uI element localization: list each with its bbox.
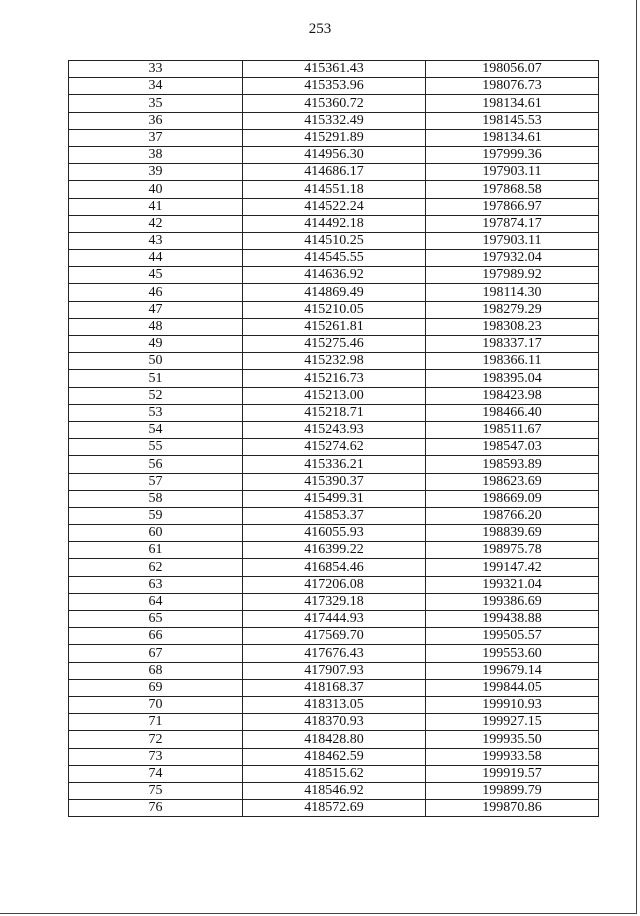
y-coordinate-cell: 199935.50 bbox=[426, 731, 599, 748]
table-row bbox=[69, 198, 599, 215]
x-coordinate-cell: 417444.93 bbox=[243, 611, 426, 628]
y-coordinate-cell: 198839.69 bbox=[426, 525, 599, 542]
y-coordinate-cell: 198511.67 bbox=[426, 421, 599, 438]
y-coordinate-cell: 198114.30 bbox=[426, 284, 599, 301]
table-row bbox=[69, 507, 599, 524]
y-coordinate-cell: 197866.97 bbox=[426, 198, 599, 215]
y-coordinate-cell: 199927.15 bbox=[426, 714, 599, 731]
x-coordinate-cell: 416854.46 bbox=[243, 559, 426, 576]
table-row bbox=[69, 748, 599, 765]
y-coordinate-cell: 197903.11 bbox=[426, 164, 599, 181]
y-coordinate-cell: 199870.86 bbox=[426, 800, 599, 817]
table-row bbox=[69, 318, 599, 335]
y-coordinate-cell: 198337.17 bbox=[426, 336, 599, 353]
point-number-cell: 33 bbox=[69, 61, 243, 78]
y-coordinate-cell: 198134.61 bbox=[426, 129, 599, 146]
point-number-cell: 35 bbox=[69, 95, 243, 112]
table-row bbox=[69, 473, 599, 490]
table-row bbox=[69, 181, 599, 198]
x-coordinate-cell: 416399.22 bbox=[243, 542, 426, 559]
point-number-cell: 58 bbox=[69, 490, 243, 507]
point-number-cell: 36 bbox=[69, 112, 243, 129]
x-coordinate-cell: 414545.55 bbox=[243, 250, 426, 267]
table-row bbox=[69, 731, 599, 748]
point-number-cell: 61 bbox=[69, 542, 243, 559]
table-row bbox=[69, 301, 599, 318]
point-number-cell: 50 bbox=[69, 353, 243, 370]
table-row bbox=[69, 456, 599, 473]
table-row bbox=[69, 679, 599, 696]
point-number-cell: 42 bbox=[69, 215, 243, 232]
point-number-cell: 48 bbox=[69, 318, 243, 335]
x-coordinate-cell: 418428.80 bbox=[243, 731, 426, 748]
x-coordinate-cell: 415232.98 bbox=[243, 353, 426, 370]
y-coordinate-cell: 198423.98 bbox=[426, 387, 599, 404]
y-coordinate-cell: 197932.04 bbox=[426, 250, 599, 267]
x-coordinate-cell: 414522.24 bbox=[243, 198, 426, 215]
table-row bbox=[69, 421, 599, 438]
x-coordinate-cell: 418168.37 bbox=[243, 679, 426, 696]
y-coordinate-cell: 198975.78 bbox=[426, 542, 599, 559]
y-coordinate-cell: 198395.04 bbox=[426, 370, 599, 387]
table-row bbox=[69, 146, 599, 163]
x-coordinate-cell: 417329.18 bbox=[243, 593, 426, 610]
x-coordinate-cell: 417676.43 bbox=[243, 645, 426, 662]
y-coordinate-cell: 198366.11 bbox=[426, 353, 599, 370]
x-coordinate-cell: 417569.70 bbox=[243, 628, 426, 645]
point-number-cell: 37 bbox=[69, 129, 243, 146]
x-coordinate-cell: 415390.37 bbox=[243, 473, 426, 490]
table-row bbox=[69, 250, 599, 267]
point-number-cell: 39 bbox=[69, 164, 243, 181]
x-coordinate-cell: 415210.05 bbox=[243, 301, 426, 318]
coordinates-table-body bbox=[69, 61, 599, 817]
y-coordinate-cell: 198669.09 bbox=[426, 490, 599, 507]
point-number-cell: 67 bbox=[69, 645, 243, 662]
table-row bbox=[69, 95, 599, 112]
x-coordinate-cell: 415499.31 bbox=[243, 490, 426, 507]
table-row bbox=[69, 490, 599, 507]
point-number-cell: 72 bbox=[69, 731, 243, 748]
y-coordinate-cell: 197874.17 bbox=[426, 215, 599, 232]
table-row bbox=[69, 439, 599, 456]
table-row bbox=[69, 232, 599, 249]
y-coordinate-cell: 198145.53 bbox=[426, 112, 599, 129]
x-coordinate-cell: 418546.92 bbox=[243, 782, 426, 799]
x-coordinate-cell: 415361.43 bbox=[243, 61, 426, 78]
x-coordinate-cell: 414492.18 bbox=[243, 215, 426, 232]
table-row bbox=[69, 628, 599, 645]
x-coordinate-cell: 418370.93 bbox=[243, 714, 426, 731]
x-coordinate-cell: 415213.00 bbox=[243, 387, 426, 404]
x-coordinate-cell: 415261.81 bbox=[243, 318, 426, 335]
table-row bbox=[69, 112, 599, 129]
table-row bbox=[69, 611, 599, 628]
table-row bbox=[69, 129, 599, 146]
table-row bbox=[69, 525, 599, 542]
x-coordinate-cell: 417206.08 bbox=[243, 576, 426, 593]
y-coordinate-cell: 198466.40 bbox=[426, 404, 599, 421]
x-coordinate-cell: 415332.49 bbox=[243, 112, 426, 129]
x-coordinate-cell: 418572.69 bbox=[243, 800, 426, 817]
point-number-cell: 53 bbox=[69, 404, 243, 421]
y-coordinate-cell: 199147.42 bbox=[426, 559, 599, 576]
point-number-cell: 68 bbox=[69, 662, 243, 679]
x-coordinate-cell: 415853.37 bbox=[243, 507, 426, 524]
table-row bbox=[69, 215, 599, 232]
page-number: 253 bbox=[308, 21, 332, 37]
point-number-cell: 55 bbox=[69, 439, 243, 456]
y-coordinate-cell: 199386.69 bbox=[426, 593, 599, 610]
point-number-cell: 40 bbox=[69, 181, 243, 198]
y-coordinate-cell: 199933.58 bbox=[426, 748, 599, 765]
point-number-cell: 49 bbox=[69, 336, 243, 353]
table-row bbox=[69, 387, 599, 404]
table-row bbox=[69, 61, 599, 78]
point-number-cell: 46 bbox=[69, 284, 243, 301]
x-coordinate-cell: 418462.59 bbox=[243, 748, 426, 765]
x-coordinate-cell: 414869.49 bbox=[243, 284, 426, 301]
table-row bbox=[69, 336, 599, 353]
x-coordinate-cell: 414686.17 bbox=[243, 164, 426, 181]
y-coordinate-cell: 197868.58 bbox=[426, 181, 599, 198]
point-number-cell: 75 bbox=[69, 782, 243, 799]
y-coordinate-cell: 199321.04 bbox=[426, 576, 599, 593]
x-coordinate-cell: 418313.05 bbox=[243, 696, 426, 713]
point-number-cell: 59 bbox=[69, 507, 243, 524]
table-row bbox=[69, 78, 599, 95]
point-number-cell: 63 bbox=[69, 576, 243, 593]
table-row bbox=[69, 593, 599, 610]
coordinates-table bbox=[68, 60, 599, 817]
x-coordinate-cell: 414551.18 bbox=[243, 181, 426, 198]
point-number-cell: 43 bbox=[69, 232, 243, 249]
point-number-cell: 65 bbox=[69, 611, 243, 628]
point-number-cell: 70 bbox=[69, 696, 243, 713]
table-row bbox=[69, 800, 599, 817]
y-coordinate-cell: 198623.69 bbox=[426, 473, 599, 490]
x-coordinate-cell: 415218.71 bbox=[243, 404, 426, 421]
table-row bbox=[69, 559, 599, 576]
point-number-cell: 64 bbox=[69, 593, 243, 610]
x-coordinate-cell: 418515.62 bbox=[243, 765, 426, 782]
point-number-cell: 66 bbox=[69, 628, 243, 645]
point-number-cell: 56 bbox=[69, 456, 243, 473]
point-number-cell: 47 bbox=[69, 301, 243, 318]
y-coordinate-cell: 199899.79 bbox=[426, 782, 599, 799]
y-coordinate-cell: 197989.92 bbox=[426, 267, 599, 284]
y-coordinate-cell: 198547.03 bbox=[426, 439, 599, 456]
y-coordinate-cell: 199919.57 bbox=[426, 765, 599, 782]
point-number-cell: 60 bbox=[69, 525, 243, 542]
x-coordinate-cell: 415336.21 bbox=[243, 456, 426, 473]
point-number-cell: 54 bbox=[69, 421, 243, 438]
x-coordinate-cell: 415291.89 bbox=[243, 129, 426, 146]
x-coordinate-cell: 414956.30 bbox=[243, 146, 426, 163]
table-row bbox=[69, 765, 599, 782]
point-number-cell: 51 bbox=[69, 370, 243, 387]
x-coordinate-cell: 415275.46 bbox=[243, 336, 426, 353]
y-coordinate-cell: 198766.20 bbox=[426, 507, 599, 524]
table-row bbox=[69, 164, 599, 181]
point-number-cell: 45 bbox=[69, 267, 243, 284]
y-coordinate-cell: 198593.89 bbox=[426, 456, 599, 473]
y-coordinate-cell: 197999.36 bbox=[426, 146, 599, 163]
x-coordinate-cell: 415353.96 bbox=[243, 78, 426, 95]
y-coordinate-cell: 198076.73 bbox=[426, 78, 599, 95]
y-coordinate-cell: 199844.05 bbox=[426, 679, 599, 696]
table-row bbox=[69, 696, 599, 713]
point-number-cell: 52 bbox=[69, 387, 243, 404]
table-row bbox=[69, 370, 599, 387]
point-number-cell: 62 bbox=[69, 559, 243, 576]
table-row bbox=[69, 284, 599, 301]
point-number-cell: 38 bbox=[69, 146, 243, 163]
x-coordinate-cell: 416055.93 bbox=[243, 525, 426, 542]
x-coordinate-cell: 415360.72 bbox=[243, 95, 426, 112]
point-number-cell: 34 bbox=[69, 78, 243, 95]
table-row bbox=[69, 576, 599, 593]
y-coordinate-cell: 199438.88 bbox=[426, 611, 599, 628]
point-number-cell: 41 bbox=[69, 198, 243, 215]
point-number-cell: 57 bbox=[69, 473, 243, 490]
point-number-cell: 71 bbox=[69, 714, 243, 731]
table-row bbox=[69, 714, 599, 731]
y-coordinate-cell: 199910.93 bbox=[426, 696, 599, 713]
x-coordinate-cell: 417907.93 bbox=[243, 662, 426, 679]
y-coordinate-cell: 197903.11 bbox=[426, 232, 599, 249]
y-coordinate-cell: 198056.07 bbox=[426, 61, 599, 78]
point-number-cell: 69 bbox=[69, 679, 243, 696]
x-coordinate-cell: 415274.62 bbox=[243, 439, 426, 456]
y-coordinate-cell: 198308.23 bbox=[426, 318, 599, 335]
x-coordinate-cell: 415243.93 bbox=[243, 421, 426, 438]
y-coordinate-cell: 199553.60 bbox=[426, 645, 599, 662]
x-coordinate-cell: 414510.25 bbox=[243, 232, 426, 249]
y-coordinate-cell: 199679.14 bbox=[426, 662, 599, 679]
y-coordinate-cell: 198134.61 bbox=[426, 95, 599, 112]
y-coordinate-cell: 199505.57 bbox=[426, 628, 599, 645]
table-row bbox=[69, 645, 599, 662]
point-number-cell: 74 bbox=[69, 765, 243, 782]
table-row bbox=[69, 542, 599, 559]
point-number-cell: 44 bbox=[69, 250, 243, 267]
y-coordinate-cell: 198279.29 bbox=[426, 301, 599, 318]
table-row bbox=[69, 782, 599, 799]
table-row bbox=[69, 267, 599, 284]
table-row bbox=[69, 404, 599, 421]
table-row bbox=[69, 662, 599, 679]
point-number-cell: 76 bbox=[69, 800, 243, 817]
table-row bbox=[69, 353, 599, 370]
x-coordinate-cell: 415216.73 bbox=[243, 370, 426, 387]
x-coordinate-cell: 414636.92 bbox=[243, 267, 426, 284]
point-number-cell: 73 bbox=[69, 748, 243, 765]
